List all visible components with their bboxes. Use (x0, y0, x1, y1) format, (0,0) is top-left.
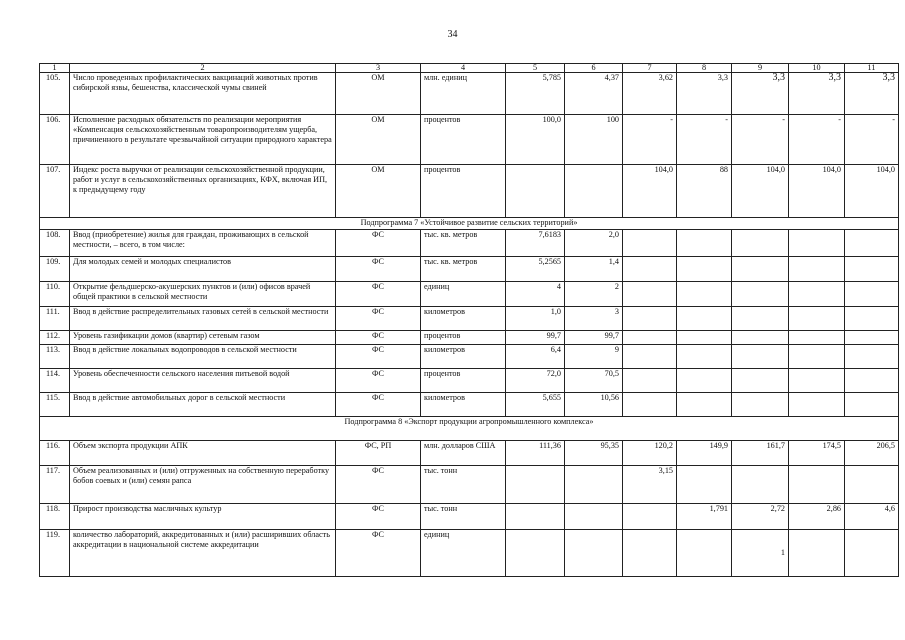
value-col10: 3,3 (789, 73, 845, 115)
value-col5: 5,2565 (506, 257, 565, 282)
value-col6: 3 (565, 307, 623, 331)
value-col9: - (732, 115, 789, 165)
value-col9: 1 (732, 530, 789, 577)
value-col8: - (677, 115, 732, 165)
column-number: 10 (789, 64, 845, 73)
subprogram-title: Подпрограмма 8 «Экспорт продукции агропромышленного комплекса» (40, 417, 899, 441)
value-col8: 1,791 (677, 504, 732, 530)
value-col11 (845, 282, 899, 307)
row-index: 107. (40, 165, 70, 218)
value-col8 (677, 257, 732, 282)
table-row (40, 257, 899, 282)
column-number: 5 (506, 64, 565, 73)
value-col5: 1,0 (506, 307, 565, 331)
value-col6: 9 (565, 345, 623, 369)
value-col6: 70,5 (565, 369, 623, 393)
value-col10 (789, 257, 845, 282)
value-col9: 2,72 (732, 504, 789, 530)
value-col9 (732, 345, 789, 369)
row-index: 119. (40, 530, 70, 577)
subprogram-row (40, 417, 899, 441)
value-col7: - (623, 115, 677, 165)
row-index: 115. (40, 393, 70, 417)
column-number: 8 (677, 64, 732, 73)
indicator-name: Исполнение расходных обязательств по реализации мероприятия «Компенсация сельскохозяйственным товаропроизводителям ущерба, причиненного в результате чрезвычайной ситуации природного характера (70, 115, 336, 165)
source-code: ОМ (336, 165, 421, 218)
table-row (40, 466, 899, 504)
value-col9 (732, 369, 789, 393)
value-col7 (623, 504, 677, 530)
value-col10 (789, 345, 845, 369)
source-code: ФС (336, 530, 421, 577)
table-row (40, 441, 899, 466)
value-col7 (623, 282, 677, 307)
value-col10: 2,86 (789, 504, 845, 530)
value-col5: 7,6183 (506, 230, 565, 257)
column-number: 7 (623, 64, 677, 73)
table-row (40, 165, 899, 218)
value-col5: 72,0 (506, 369, 565, 393)
unit: млн. единиц (421, 73, 506, 115)
value-col8 (677, 307, 732, 331)
row-index: 117. (40, 466, 70, 504)
value-col7: 3,15 (623, 466, 677, 504)
indicator-name: Ввод в действие локальных водопроводов в сельской местности (70, 345, 336, 369)
value-col6 (565, 530, 623, 577)
indicator-name: Уровень обеспеченности сельского населения питьевой водой (70, 369, 336, 393)
column-number: 4 (421, 64, 506, 73)
indicator-name: Уровень газификации домов (квартир) сетевым газом (70, 331, 336, 345)
table-row (40, 369, 899, 393)
value-col11: 4,6 (845, 504, 899, 530)
value-col10 (789, 466, 845, 504)
value-col8: 3,3 (677, 73, 732, 115)
value-col7: 3,62 (623, 73, 677, 115)
value-col9 (732, 393, 789, 417)
value-col9 (732, 257, 789, 282)
value-col7 (623, 530, 677, 577)
value-col11 (845, 230, 899, 257)
value-col9 (732, 466, 789, 504)
value-col8 (677, 369, 732, 393)
value-col11: 104,0 (845, 165, 899, 218)
table-row (40, 345, 899, 369)
source-code: ФС (336, 257, 421, 282)
value-col10: - (789, 115, 845, 165)
value-col10 (789, 230, 845, 257)
row-index: 118. (40, 504, 70, 530)
indicator-name: Для молодых семей и молодых специалистов (70, 257, 336, 282)
value-col11: - (845, 115, 899, 165)
value-col10 (789, 282, 845, 307)
unit: тыс. кв. метров (421, 230, 506, 257)
value-col10 (789, 393, 845, 417)
indicator-name: Ввод в действие распределительных газовых сетей в сельской местности (70, 307, 336, 331)
value-col5 (506, 466, 565, 504)
unit: километров (421, 307, 506, 331)
row-index: 105. (40, 73, 70, 115)
value-col5: 111,36 (506, 441, 565, 466)
value-col6 (565, 165, 623, 218)
unit: процентов (421, 165, 506, 218)
value-col11 (845, 369, 899, 393)
table-row (40, 331, 899, 345)
table-row (40, 307, 899, 331)
value-col7 (623, 331, 677, 345)
value-col7 (623, 257, 677, 282)
value-col11: 206,5 (845, 441, 899, 466)
column-number: 9 (732, 64, 789, 73)
value-col11 (845, 331, 899, 345)
source-code: ФС, РП (336, 441, 421, 466)
indicator-name: Ввод (приобретение) жилья для граждан, проживающих в сельской местности, – всего, в том числе: (70, 230, 336, 257)
unit: процентов (421, 369, 506, 393)
value-col11 (845, 307, 899, 331)
subprogram-title: Подпрограмма 7 «Устойчивое развитие сельских территорий» (40, 218, 899, 230)
indicator-name: количество лабораторий, аккредитованных и (или) расширивших область аккредитации в национальной системе аккредитации (70, 530, 336, 577)
value-col11 (845, 393, 899, 417)
column-number: 2 (70, 64, 336, 73)
value-col5 (506, 530, 565, 577)
value-col11 (845, 466, 899, 504)
source-code: ФС (336, 282, 421, 307)
value-col11 (845, 257, 899, 282)
value-col7 (623, 393, 677, 417)
source-code: ФС (336, 393, 421, 417)
value-col10 (789, 369, 845, 393)
value-col9 (732, 331, 789, 345)
indicator-name: Ввод в действие автомобильных дорог в сельской местности (70, 393, 336, 417)
value-col5 (506, 165, 565, 218)
indicator-name: Открытие фельдшерско-акушерских пунктов и (или) офисов врачей общей практики в сельской местности (70, 282, 336, 307)
source-code: ОМ (336, 115, 421, 165)
indicator-name: Объем экспорта продукции АПК (70, 441, 336, 466)
column-number: 1 (40, 64, 70, 73)
value-col9 (732, 307, 789, 331)
row-index: 111. (40, 307, 70, 331)
row-index: 109. (40, 257, 70, 282)
value-col5: 5,655 (506, 393, 565, 417)
value-col8 (677, 230, 732, 257)
table-row (40, 393, 899, 417)
value-col8: 149,9 (677, 441, 732, 466)
page-number: 34 (447, 29, 458, 40)
unit: тыс. тонн (421, 504, 506, 530)
value-col5: 4 (506, 282, 565, 307)
value-col9: 161,7 (732, 441, 789, 466)
value-col11: 3,3 (845, 73, 899, 115)
value-col10: 104,0 (789, 165, 845, 218)
table-row (40, 230, 899, 257)
row-index: 114. (40, 369, 70, 393)
value-col7 (623, 345, 677, 369)
value-col8 (677, 466, 732, 504)
table-header-row (40, 64, 899, 73)
table-row (40, 73, 899, 115)
column-number: 11 (845, 64, 899, 73)
unit: единиц (421, 282, 506, 307)
value-col7: 120,2 (623, 441, 677, 466)
row-index: 110. (40, 282, 70, 307)
row-index: 106. (40, 115, 70, 165)
value-col5: 99,7 (506, 331, 565, 345)
row-index: 108. (40, 230, 70, 257)
indicator-name: Объем реализованных и (или) отгруженных на собственную переработку бобов соевых и (или) семян рапса (70, 466, 336, 504)
value-col6: 99,7 (565, 331, 623, 345)
indicator-name: Число проведенных профилактических вакцинаций животных против сибирской язвы, бешенства, классической чумы свиней (70, 73, 336, 115)
value-col11 (845, 345, 899, 369)
unit: тыс. кв. метров (421, 257, 506, 282)
value-col8 (677, 393, 732, 417)
indicators-table (39, 63, 899, 577)
source-code: ФС (336, 331, 421, 345)
value-col9: 104,0 (732, 165, 789, 218)
value-col5: 5,785 (506, 73, 565, 115)
source-code: ФС (336, 504, 421, 530)
table-row (40, 504, 899, 530)
value-col6 (565, 466, 623, 504)
indicator-name: Индекс роста выручки от реализации сельскохозяйственной продукции, работ и услуг в сельскохозяйственных организациях, КФХ, включая ИП, к предыдущему году (70, 165, 336, 218)
value-col5 (506, 504, 565, 530)
source-code: ФС (336, 230, 421, 257)
value-col9 (732, 282, 789, 307)
row-index: 113. (40, 345, 70, 369)
unit: процентов (421, 115, 506, 165)
unit: млн. долларов США (421, 441, 506, 466)
value-col8 (677, 331, 732, 345)
value-col6: 95,35 (565, 441, 623, 466)
source-code: ФС (336, 466, 421, 504)
subprogram-row (40, 218, 899, 230)
row-index: 112. (40, 331, 70, 345)
value-col6: 10,56 (565, 393, 623, 417)
source-code: ОМ (336, 73, 421, 115)
source-code: ФС (336, 307, 421, 331)
value-col8 (677, 530, 732, 577)
value-col6: 4,37 (565, 73, 623, 115)
value-col7 (623, 307, 677, 331)
value-col8: 88 (677, 165, 732, 218)
value-col10: 174,5 (789, 441, 845, 466)
value-col6: 2 (565, 282, 623, 307)
source-code: ФС (336, 369, 421, 393)
value-col8 (677, 282, 732, 307)
value-col6: 2,0 (565, 230, 623, 257)
column-number: 6 (565, 64, 623, 73)
source-code: ФС (336, 345, 421, 369)
value-col9 (732, 230, 789, 257)
value-col9: 3,3 (732, 73, 789, 115)
value-col6: 100 (565, 115, 623, 165)
table-row (40, 282, 899, 307)
value-col10 (789, 331, 845, 345)
value-col10 (789, 307, 845, 331)
value-col5: 100,0 (506, 115, 565, 165)
unit: процентов (421, 331, 506, 345)
value-col10 (789, 530, 845, 577)
value-col7 (623, 369, 677, 393)
value-col6 (565, 504, 623, 530)
table-row (40, 530, 899, 577)
value-col5: 6,4 (506, 345, 565, 369)
unit: тыс. тонн (421, 466, 506, 504)
value-col6: 1,4 (565, 257, 623, 282)
value-col8 (677, 345, 732, 369)
indicator-name: Прирост производства масличных культур (70, 504, 336, 530)
row-index: 116. (40, 441, 70, 466)
unit: единиц (421, 530, 506, 577)
unit: километров (421, 393, 506, 417)
value-col7: 104,0 (623, 165, 677, 218)
value-col11 (845, 530, 899, 577)
unit: километров (421, 345, 506, 369)
table-row (40, 115, 899, 165)
value-col7 (623, 230, 677, 257)
column-number: 3 (336, 64, 421, 73)
